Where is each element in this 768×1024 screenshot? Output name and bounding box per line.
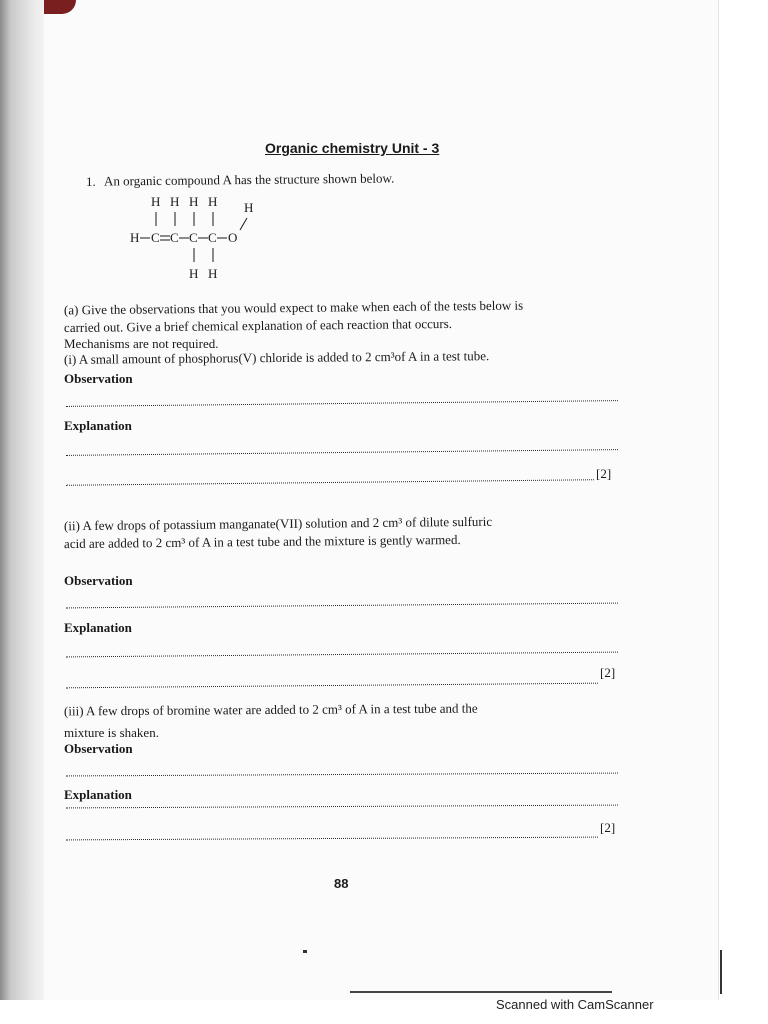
part-ii-explanation-label: Explanation xyxy=(64,620,132,635)
part-a-line-2: carried out. Give a brief chemical explanation of each reaction that occurs. xyxy=(63,315,453,336)
part-a-line-1: (a) Give the observations that you would expect to make when each of the tests below is xyxy=(63,297,524,318)
part-ii-marks: [2] xyxy=(600,665,616,680)
bond-o-h xyxy=(240,218,247,230)
scan-right-margin xyxy=(718,0,768,1000)
h-atom-hydroxyl: H xyxy=(244,200,254,215)
h-atom-top-2: H xyxy=(170,194,180,209)
c-atom-2: C xyxy=(170,230,179,245)
scan-speck xyxy=(303,950,307,953)
h-atom-left: H xyxy=(130,230,140,245)
part-a-line-3: Mechanisms are not required. xyxy=(64,336,219,351)
part-ii-observation-label: Observation xyxy=(64,573,133,588)
part-iii-line-1: (iii) A few drops of bromine water are added to 2 cm³ of A in a test tube and the xyxy=(63,700,478,719)
part-ii-line-2: acid are added to 2 cm³ of A in a test tube and the mixture is gently warmed. xyxy=(63,531,461,552)
question-number: 1. xyxy=(86,174,96,189)
part-iii-observation-label: Observation xyxy=(64,741,133,756)
page-number: 88 xyxy=(334,876,349,891)
part-i-explanation-label: Explanation xyxy=(64,418,132,433)
part-iii-line-2: mixture is shaken. xyxy=(64,725,159,740)
question-intro: An organic compound A has the structure shown below. xyxy=(103,170,395,189)
scan-side-bar xyxy=(720,950,722,994)
part-ii-line-1: (ii) A few drops of potassium manganate(VII) solution and 2 cm³ of dilute sulfuric xyxy=(63,513,493,534)
c-atom-4: C xyxy=(208,230,217,245)
h-atom-bottom-2: H xyxy=(208,266,218,281)
h-atom-top-3: H xyxy=(189,194,199,209)
part-i-observation-label: Observation xyxy=(64,371,133,386)
c-atom-1: C xyxy=(151,230,160,245)
part-iii-explanation-label: Explanation xyxy=(64,787,132,802)
part-i-marks: [2] xyxy=(596,466,612,481)
page-title: Organic chemistry Unit - 3 xyxy=(265,140,440,156)
camscanner-footer: Scanned with CamScanner xyxy=(496,997,654,1012)
structure-diagram xyxy=(120,192,270,284)
part-iii-marks: [2] xyxy=(600,820,616,835)
scan-bottom-rule xyxy=(350,991,612,993)
h-atom-top-4: H xyxy=(208,194,218,209)
h-atom-top-1: H xyxy=(151,194,161,209)
part-i-question: (i) A small amount of phosphorus(V) chloride is added to 2 cm³of A in a test tube. xyxy=(63,348,490,367)
o-atom: O xyxy=(228,230,238,245)
c-atom-3: C xyxy=(189,230,198,245)
h-atom-bottom-1: H xyxy=(189,266,199,281)
